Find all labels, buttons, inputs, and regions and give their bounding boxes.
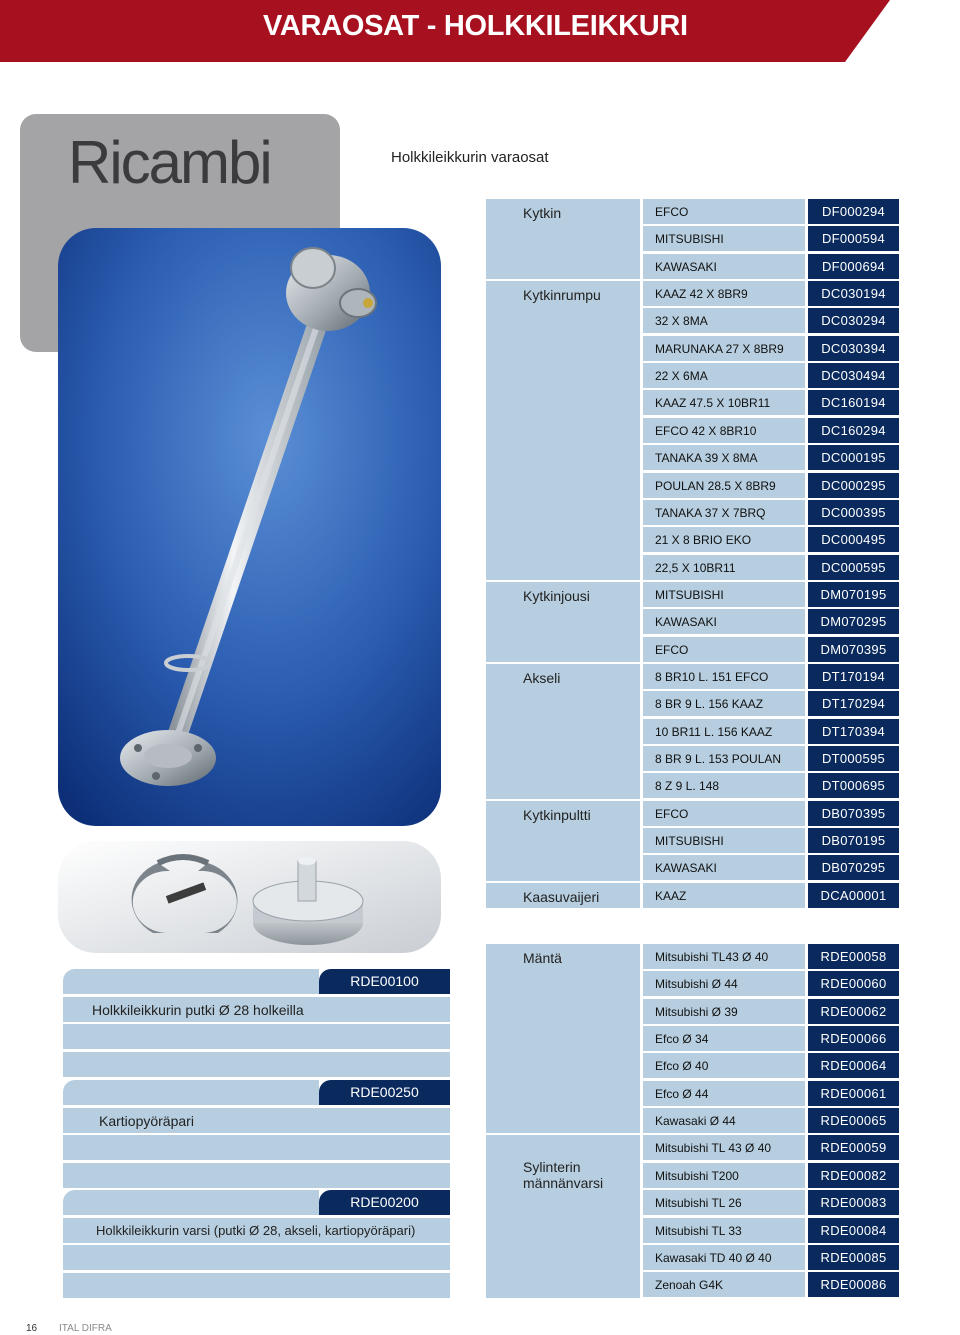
part-description: 22 X 6MA (655, 369, 708, 384)
product-row (63, 1273, 450, 1298)
part-code: DC000395 (808, 500, 899, 525)
product-name: Holkkileikkurin varsi (putki Ø 28, akseli, kartiopyöräpari) (96, 1222, 416, 1238)
part-description: Mitsubishi TL43 Ø 40 (655, 950, 769, 964)
category-label: Kytkinpultti (523, 806, 591, 823)
part-description: TANAKA 39 X 8MA (655, 451, 758, 466)
part-description: EFCO (655, 205, 689, 219)
part-description: EFCO 42 X 8BR10 (655, 423, 757, 438)
page-number: 16 (26, 1323, 38, 1334)
part-description: Efco Ø 44 (655, 1086, 709, 1101)
product-name: Kartiopyöräpari (99, 1112, 194, 1129)
part-code: DM070195 (808, 582, 899, 607)
part-description: 10 BR11 L. 156 KAAZ (655, 724, 773, 739)
product-code: RDE00100 (319, 969, 450, 994)
category-label: Kaasuvaijeri (523, 888, 600, 905)
part-code: DT170294 (808, 691, 899, 716)
part-description: Kawasaki Ø 44 (655, 1114, 736, 1129)
part-description: 22,5 X 10BR11 (655, 560, 736, 575)
part-code: RDE00058 (808, 944, 899, 969)
part-code: DM070395 (808, 637, 899, 662)
part-code: DC030194 (808, 281, 899, 306)
part-code: DC000495 (808, 527, 899, 552)
part-code: DM070295 (808, 609, 899, 634)
part-description: Mitsubishi T200 (655, 1168, 739, 1183)
shaft-photo (58, 228, 441, 826)
part-description: MITSUBISHI (655, 232, 724, 247)
part-code: DCA00001 (808, 883, 899, 908)
part-code: RDE00066 (808, 1026, 899, 1051)
part-code: RDE00084 (808, 1218, 899, 1243)
part-code: DC000295 (808, 473, 899, 498)
part-description: Efco Ø 40 (655, 1059, 709, 1074)
part-description: Mitsubishi TL 43 Ø 40 (655, 1141, 772, 1156)
part-code: DT170394 (808, 719, 899, 744)
part-description: MARUNAKA 27 X 8BR9 (655, 341, 784, 356)
part-description: Mitsubishi Ø 44 (655, 977, 738, 992)
part-description: POULAN 28.5 X 8BR9 (655, 478, 776, 493)
category-label: Kytkinrumpu (523, 287, 601, 304)
part-description: Kawasaki TD 40 Ø 40 (655, 1250, 772, 1265)
page-title: VARAOSAT - HOLKKILEIKKURI (263, 10, 688, 42)
part-code: RDE00085 (808, 1245, 899, 1270)
part-code: DC030294 (808, 308, 899, 333)
footer-brand: ITAL DIFRA (59, 1323, 112, 1334)
product-header-row (63, 1190, 319, 1215)
part-description: 8 BR10 L. 151 EFCO (655, 669, 769, 684)
category-label: Mäntä (523, 950, 562, 966)
part-code: RDE00060 (808, 971, 899, 996)
product-header-row (63, 1080, 319, 1105)
part-description: KAAZ 47.5 X 10BR11 (655, 396, 771, 411)
part-description: Efco Ø 34 (655, 1032, 709, 1047)
part-description: EFCO (655, 642, 689, 657)
part-code: DC160294 (808, 418, 899, 443)
category-label: Akseli (523, 669, 561, 686)
product-code: RDE00200 (319, 1190, 450, 1215)
part-description: TANAKA 37 X 7BRQ (655, 505, 766, 520)
header-banner (0, 0, 960, 64)
product-header-row (63, 969, 319, 994)
part-description: Mitsubishi Ø 39 (655, 1004, 738, 1019)
category-label: Kytkin (523, 205, 562, 221)
part-code: DC160194 (808, 390, 899, 415)
part-code: RDE00083 (808, 1190, 899, 1215)
part-description: KAWASAKI (655, 615, 717, 630)
category-cell (486, 944, 640, 1133)
part-code: DC030394 (808, 336, 899, 361)
part-code: DT000595 (808, 746, 899, 771)
part-description: EFCO (655, 806, 689, 821)
part-code: DB070395 (808, 801, 899, 826)
part-code: DC000595 (808, 555, 899, 580)
part-description: 8 BR 9 L. 153 POULAN (655, 752, 782, 766)
part-code: DC030494 (808, 363, 899, 388)
category-label: Kytkinjousi (523, 587, 590, 604)
product-row (63, 1052, 450, 1077)
part-description: 8 Z 9 L. 148 (655, 779, 720, 794)
part-code: DF000694 (808, 254, 899, 279)
part-code: DB070195 (808, 828, 899, 853)
part-description: Mitsubishi TL 26 (655, 1196, 742, 1211)
part-code: RDE00082 (808, 1163, 899, 1188)
part-code: RDE00059 (808, 1135, 899, 1160)
clutch-photo (58, 841, 441, 953)
part-code: RDE00065 (808, 1108, 899, 1133)
part-description: MITSUBISHI (655, 587, 724, 602)
part-code: DF000594 (808, 226, 899, 251)
part-description: 21 X 8 BRIO EKO (655, 533, 752, 548)
part-description: KAWASAKI (655, 259, 717, 274)
category-cell (486, 281, 640, 580)
part-description: KAWASAKI (655, 861, 717, 876)
part-description: 8 BR 9 L. 156 KAAZ (655, 697, 764, 712)
ricambi-title: Ricambi (68, 129, 271, 196)
product-row (63, 1024, 450, 1049)
product-row (63, 1135, 450, 1160)
part-description: MITSUBISHI (655, 834, 724, 849)
part-code: DF000294 (808, 199, 899, 224)
part-code: DT170194 (808, 664, 899, 689)
part-description: Zenoah G4K (655, 1278, 724, 1293)
part-code: DB070295 (808, 855, 899, 880)
subtitle: Holkkileikkurin varaosat (391, 149, 549, 166)
part-code: RDE00086 (808, 1272, 899, 1297)
product-row (63, 1245, 450, 1270)
product-name: Holkkileikkurin putki Ø 28 holkeilla (92, 1001, 304, 1018)
category-label: Sylinterin männänvarsi (523, 1159, 604, 1192)
product-row (63, 1163, 450, 1188)
part-code: RDE00061 (808, 1081, 899, 1106)
part-code: DT000695 (808, 773, 899, 798)
product-code: RDE00250 (319, 1080, 450, 1105)
part-description: 32 X 8MA (655, 314, 708, 329)
part-code: RDE00062 (808, 999, 899, 1024)
part-description: Mitsubishi TL 33 (655, 1223, 742, 1238)
part-code: DC000195 (808, 445, 899, 470)
part-description: KAAZ 42 X 8BR9 (655, 287, 748, 302)
part-code: RDE00064 (808, 1053, 899, 1078)
part-description: KAAZ (655, 888, 687, 903)
